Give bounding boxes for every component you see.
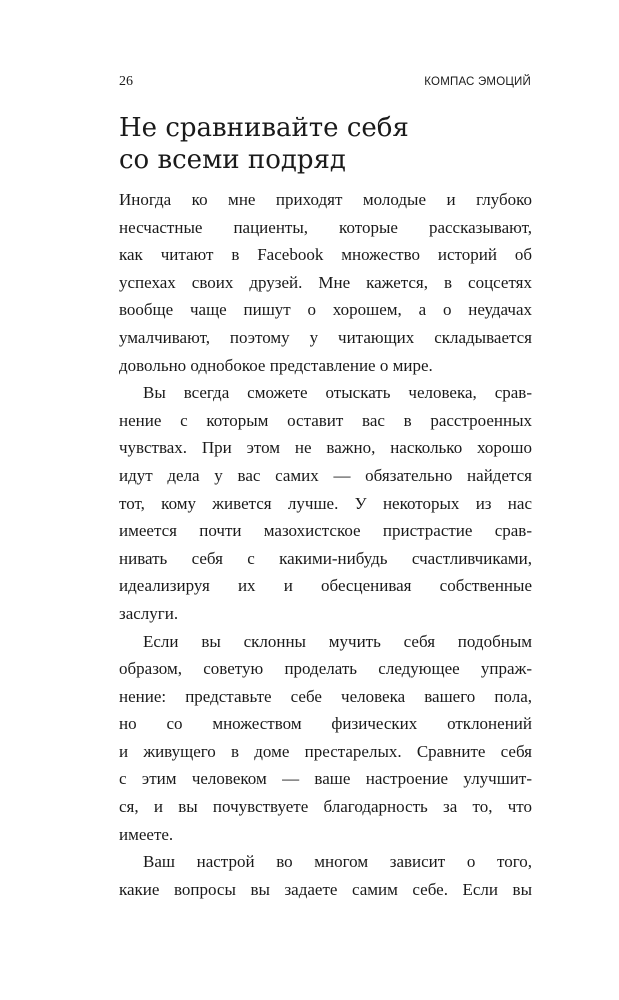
text-line: умалчивают, поэтому у читающих складывается xyxy=(119,327,532,347)
text-line: идеализируя их и обесценивая собственные xyxy=(119,576,532,596)
page-number: 26 xyxy=(119,74,133,89)
running-head: КОМПАС ЭМОЦИЙ xyxy=(424,76,531,88)
text-line: образом, советую проделать следующее упраж- xyxy=(119,659,532,679)
text-line: успехах своих друзей. Мне кажется, в соцсетях xyxy=(119,272,532,292)
text-line: Если вы склонны мучить себя подобным xyxy=(143,631,532,651)
text-line: чувствах. При этом не важно, насколько хорошо xyxy=(119,438,532,458)
paragraph xyxy=(119,186,532,379)
text-line: но со множеством физических отклонений xyxy=(119,714,532,734)
text-line: с этим человеком — ваше настроение улучшит- xyxy=(119,769,532,789)
text-line: Вы всегда сможете отыскать человека, срав- xyxy=(143,383,532,403)
body-text xyxy=(119,186,532,903)
paragraph xyxy=(119,628,532,849)
text-line: нение с которым оставит вас в расстроенных xyxy=(119,410,532,430)
text-line: вообще чаще пишут о хорошем, а о неудачах xyxy=(119,300,532,320)
chapter-title-line: Не сравнивайте себя xyxy=(119,113,409,143)
paragraph xyxy=(119,379,532,627)
text-line: Ваш настрой во многом зависит о того, xyxy=(143,852,532,872)
text-line: имеете. xyxy=(119,824,174,844)
text-line: заслуги. xyxy=(119,603,179,623)
text-line: нение: представьте себе человека вашего пола, xyxy=(119,686,532,706)
text-line: несчастные пациенты, которые рассказывают, xyxy=(119,217,532,237)
text-line: как читают в Facebook множество историй об xyxy=(119,245,532,265)
text-line: тот, кому живется лучше. У некоторых из нас xyxy=(119,493,532,513)
text-line: какие вопросы вы задаете самим себе. Если вы xyxy=(119,879,532,899)
paragraph xyxy=(119,848,532,903)
text-line: идут дела у вас самих — обязательно найдется xyxy=(119,465,532,485)
chapter-title xyxy=(119,112,539,176)
text-line: Иногда ко мне приходят молодые и глубоко xyxy=(119,190,532,209)
text-line: нивать себя с какими-нибудь счастливчиками, xyxy=(119,548,532,568)
text-line: имеется почти мазохистское пристрастие срав- xyxy=(119,521,532,541)
text-line: ся, и вы почувствуете благодарность за то, что xyxy=(119,797,532,817)
chapter-title-line: со всеми подряд xyxy=(119,145,346,175)
text-line: и живущего в доме престарелых. Сравните себя xyxy=(119,741,532,761)
text-line: довольно однобокое представление о мире. xyxy=(119,355,433,375)
